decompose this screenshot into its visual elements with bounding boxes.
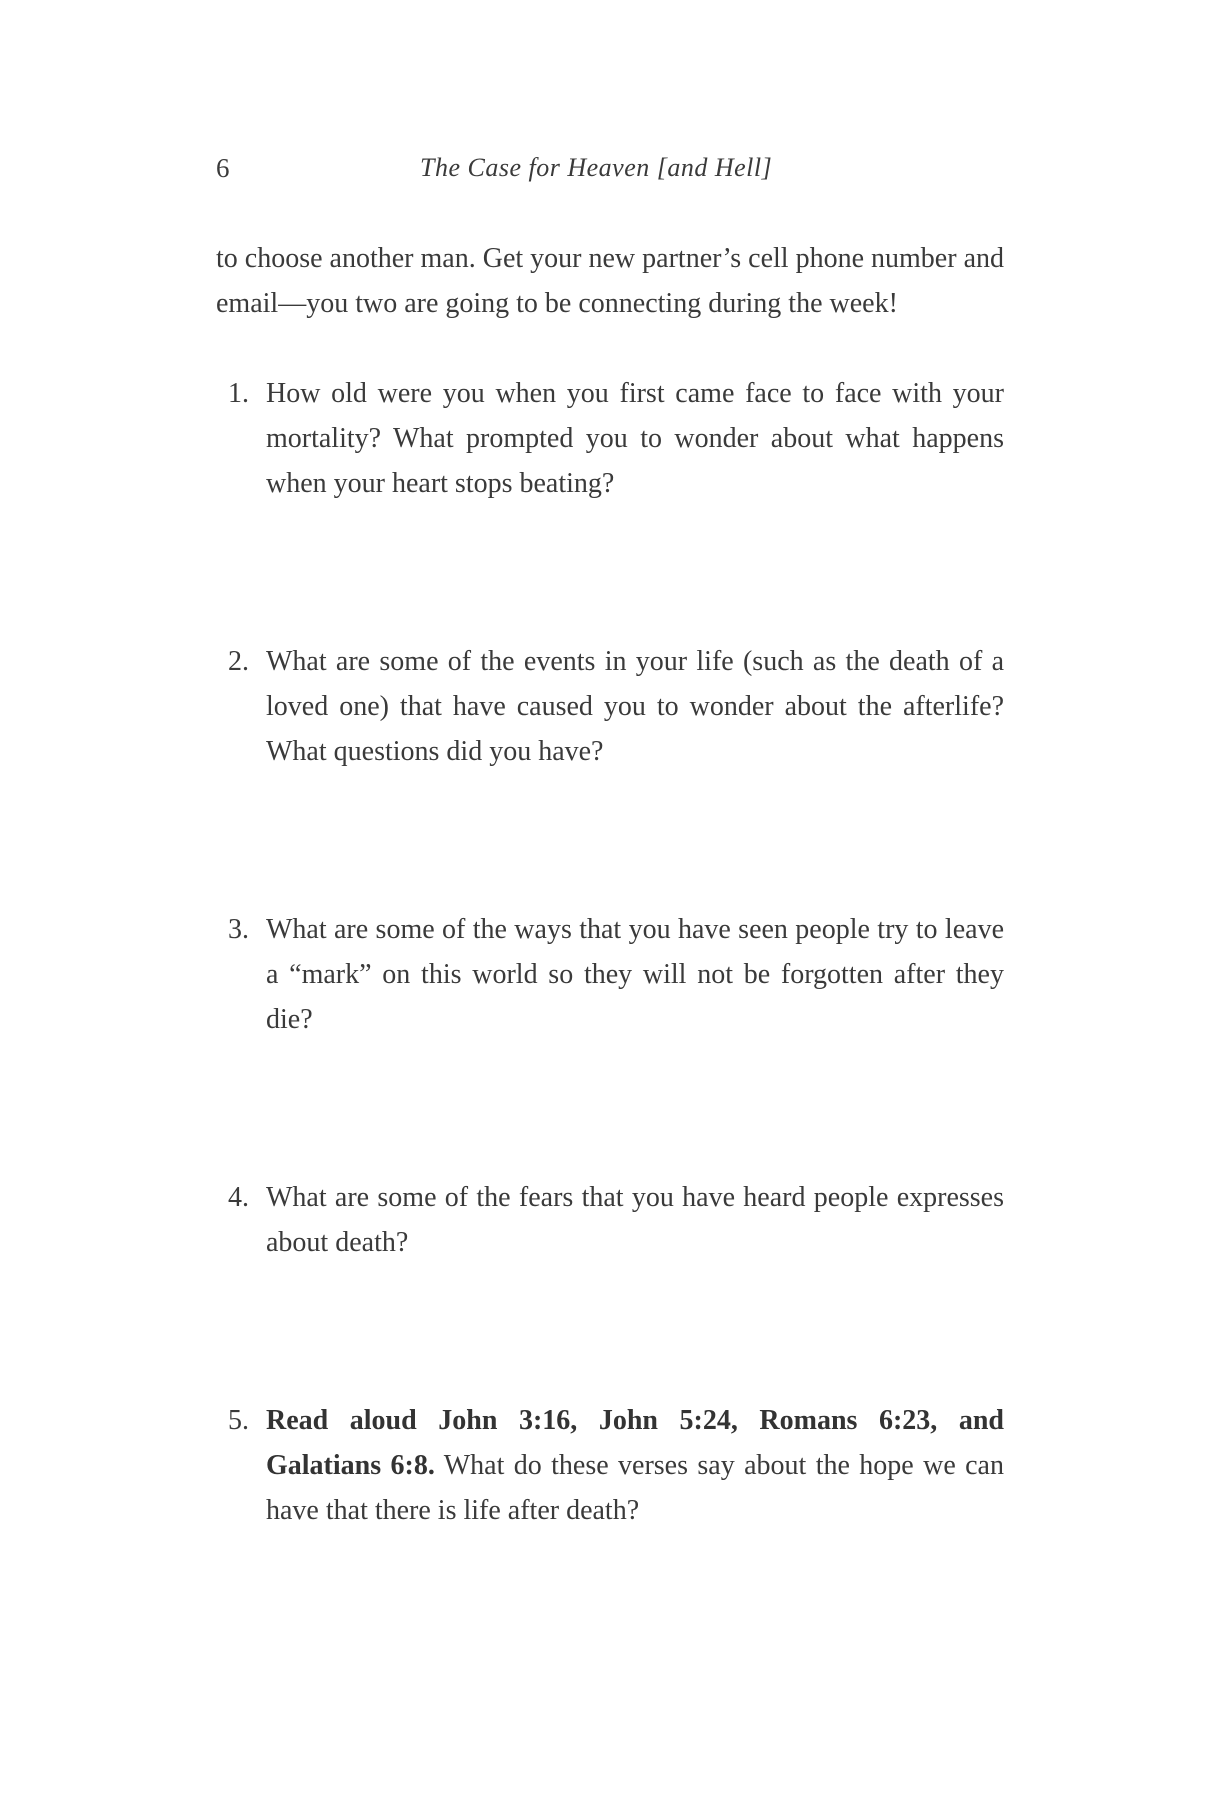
question-number: 3. xyxy=(228,914,249,945)
question-number: 2. xyxy=(228,646,249,677)
question-4 xyxy=(216,1175,1004,1265)
intro-paragraph: to choose another man. Get your new partner’s cell phone number and email—you two are going to be connecting during the week! xyxy=(216,243,1004,319)
question-text xyxy=(266,1398,1004,1533)
question-text: What are some of the events in your life (such as the death of a loved one) that have caused you to wonder about the afterlife? What questions did you have? xyxy=(266,646,1004,767)
page-number: 6 xyxy=(216,153,230,183)
question-5 xyxy=(216,1398,1004,1533)
scripture-references: Read aloud John 3:16, John 5:24, Romans 6:23, and Galatians 6:8. xyxy=(266,1405,1004,1481)
question-number: 4. xyxy=(228,1182,249,1213)
question-text-rest: What do these verses say about the hope we can have that there is life after death? xyxy=(266,1450,1004,1526)
question-1 xyxy=(216,371,1004,506)
running-head xyxy=(0,150,1222,190)
question-number: 1. xyxy=(228,378,249,409)
question-text: What are some of the ways that you have seen people try to leave a “mark” on this world so they will not be forgotten after they die? xyxy=(266,914,1004,1035)
question-2 xyxy=(216,639,1004,774)
question-number: 5. xyxy=(228,1405,249,1436)
book-title: The Case for Heaven [and Hell] xyxy=(420,153,773,182)
question-text: How old were you when you first came face to face with your mortality? What prompted you to wonder about what happens when your heart stops beating? xyxy=(266,378,1004,499)
question-text: What are some of the fears that you have heard people expresses about death? xyxy=(266,1182,1004,1258)
discussion-questions xyxy=(216,371,1004,1533)
question-3 xyxy=(216,907,1004,1042)
